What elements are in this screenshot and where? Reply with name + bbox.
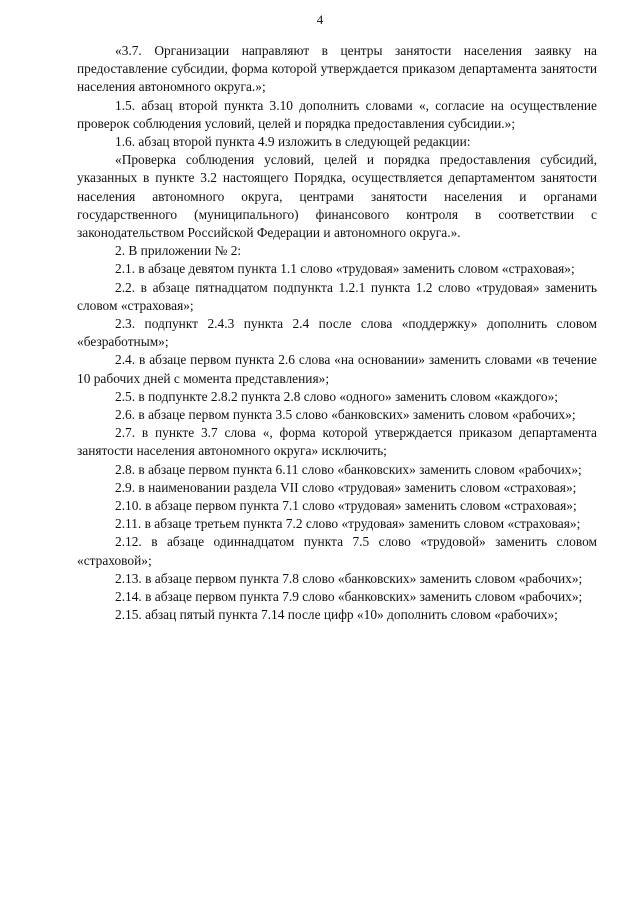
paragraph: 2.3. подпункт 2.4.3 пункта 2.4 после слова «поддержку» дополнить словом «безработным»;	[77, 316, 597, 350]
paragraph: 2.1. в абзаце девятом пункта 1.1 слово «трудовая» заменить словом «страховая»;	[115, 261, 575, 277]
paragraph: 2.14. в абзаце первом пункта 7.9 слово «банковских» заменить словом «рабочих»;	[115, 589, 583, 605]
paragraph: 2.11. в абзаце третьем пункта 7.2 слово «трудовая» заменить словом «страховая»;	[115, 516, 581, 532]
paragraph: 2.2. в абзаце пятнадцатом подпункта 1.2.1 пункта 1.2 слово «трудовая» заменить словом «страховая»;	[77, 279, 597, 313]
paragraph: 2.6. в абзаце первом пункта 3.5 слово «банковских» заменить словом «рабочих»;	[115, 407, 576, 423]
paragraph: 2.8. в абзаце первом пункта 6.11 слово «банковских» заменить словом «рабочих»;	[115, 461, 582, 477]
paragraph: «Проверка соблюдения условий, целей и порядка предоставления субсидий, указанных в пункте 3.2 настоящего Порядка, осуществляется департаментом занятости населения автономного округа, центрами занятости населения и органами государственного (муниципального) финансового контроля в соответствии с законодательством Российской Федерации и автономного округа.».	[77, 152, 597, 241]
paragraph: 2.4. в абзаце первом пункта 2.6 слова «на основании» заменить словами «в течение 10 рабочих дней с момента представления»;	[77, 352, 597, 386]
paragraph: 2.13. в абзаце первом пункта 7.8 слово «банковских» заменить словом «рабочих»;	[115, 570, 583, 586]
paragraph: 1.5. абзац второй пункта 3.10 дополнить словами «, согласие на осуществление проверок соблюдения условий, целей и порядка предоставления субсидии.»;	[77, 97, 597, 131]
paragraph: «3.7. Организации направляют в центры занятости населения заявку на предоставление субсидии, форма которой утверждается приказом департамента занятости населения автономного округа.»;	[77, 43, 597, 95]
paragraph: 2.10. в абзаце первом пункта 7.1 слово «трудовая» заменить словом «страховая»;	[115, 498, 577, 514]
document-body	[77, 42, 597, 625]
paragraph: 2.5. в подпункте 2.8.2 пункта 2.8 слово «одного» заменить словом «каждого»;	[115, 388, 559, 404]
paragraph: 1.6. абзац второй пункта 4.9 изложить в следующей редакции:	[115, 134, 471, 150]
page-number: 4	[316, 12, 324, 27]
paragraph: 2.7. в пункте 3.7 слова «, форма которой утверждается приказом департамента занятости населения автономного округа» исключить;	[77, 425, 597, 459]
paragraph: 2. В приложении № 2:	[115, 243, 242, 259]
paragraph: 2.15. абзац пятый пункта 7.14 после цифр «10» дополнить словом «рабочих»;	[115, 607, 558, 623]
paragraph: 2.12. в абзаце одиннадцатом пункта 7.5 слово «трудовой» заменить словом «страховой»;	[77, 534, 597, 568]
paragraph: 2.9. в наименовании раздела VII слово «трудовая» заменить словом «страховая»;	[115, 479, 577, 495]
